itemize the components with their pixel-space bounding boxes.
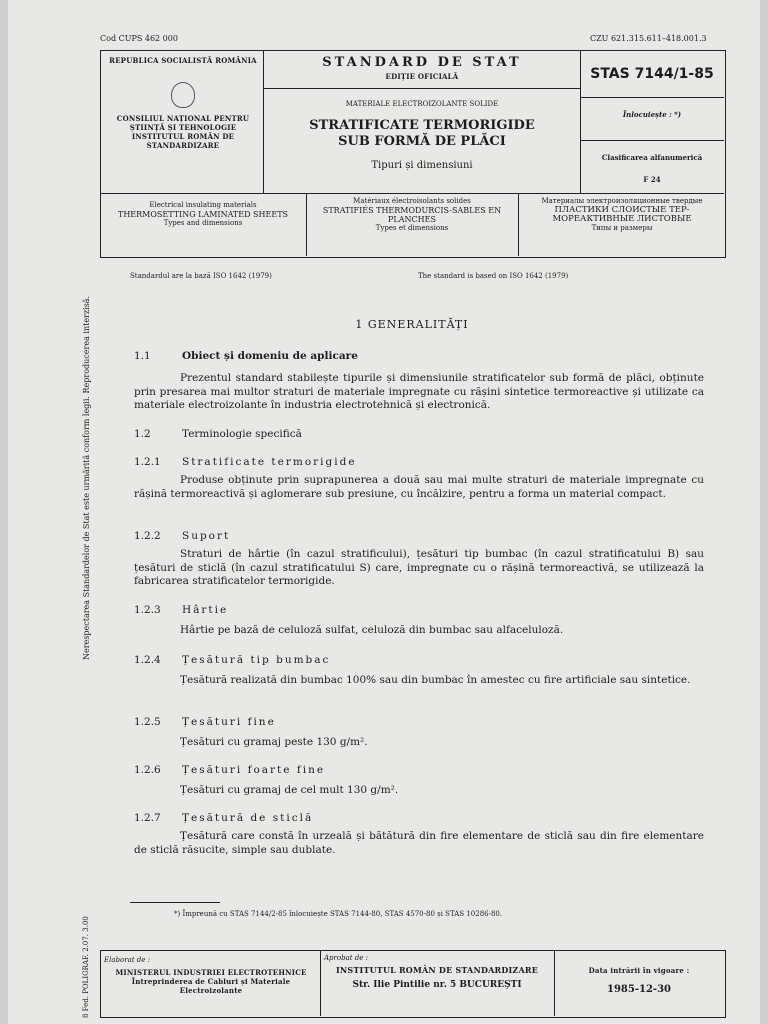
prepared-label: Elaborat de :	[104, 956, 150, 964]
main-title-line-1: STRATIFICATE TERMORIGIDE	[309, 118, 535, 133]
council-name: CONSILIUL NAȚIONAL PENTRU ȘTIINȚĂ ȘI TEHNOLOGIE INSTITUTUL ROMÂN DE STANDARDIZARE	[116, 114, 250, 150]
print-info: 8 Fed. POLIGRAF. 2.07. 3.00	[82, 916, 90, 1018]
s122-number: 1.2.2	[134, 530, 161, 542]
s12-number: 1.2	[134, 428, 151, 440]
s126-number: 1.2.6	[134, 764, 161, 776]
country-name: REPUBLICA SOCIALISTĂ ROMÂNIA	[109, 56, 257, 65]
s125-text: Țesături cu gramaj peste 130 g/m².	[180, 736, 368, 748]
s125-title: Țesături fine	[182, 716, 276, 728]
footnote: *) Împreună cu STAS 7144/2-85 înlocuiește STAS 7144-80, STAS 4570-80 și STAS 10286-80.	[174, 910, 503, 918]
s12-title: Terminologie specifică	[182, 428, 302, 440]
s124-text: Țesătură realizată din bumbac 100% sau din bumbac în amestec cu fire artificiale sau sintetice.	[180, 674, 691, 686]
s127-number: 1.2.7	[134, 812, 161, 824]
stas-number: STAS 7144/1-85	[590, 66, 714, 82]
classification-value: F 24	[643, 175, 661, 184]
s11-number: 1.1	[134, 350, 151, 362]
title-en: Electrical insulating materials THERMOSETTING LAMINATED SHEETS Types and dimensions	[117, 201, 289, 227]
s121-text: Produse obținute prin suprapunerea a două sau mai multe straturi de materiale impregnate cu rășină termoreactivă și aglomerare sub presiune, cu încălzire, pentru a forma un material compact.	[134, 474, 704, 500]
subtitle: Tipuri și dimensiuni	[371, 160, 473, 171]
s123-title: Hârtie	[182, 604, 229, 616]
edition-label: EDIȚIE OFICIALĂ	[385, 72, 459, 81]
validity-date: 1985-12-30	[607, 984, 671, 995]
classification-label: Clasificarea alfanumerică	[601, 153, 703, 162]
title-ru: Материалы электроизоляционные твердые ПЛАСТИКИ СЛОИСТЫЕ ТЕР-МОРЕАКТИВНЫЕ ЛИСТОВЫЕ Типы и размеры	[541, 197, 703, 232]
approved-by: INSTITUTUL ROMÂN DE STANDARDIZARE	[335, 965, 539, 975]
czu-code: CZU 621.315.611–418.001.3	[590, 34, 707, 43]
address: Str. Ilie Pintilie nr. 5 BUCUREȘTI	[352, 980, 522, 990]
s11-text: Prezentul standard stabilește tipurile și dimensiunile stratificatelor sub formă de plăci, obținute prin presarea mai multor straturi de materiale impregnate cu rășini sintetice termoreactive și utilizate ca materiale electroizolante în industria electrotehnică și electronică.	[134, 372, 704, 411]
s125-number: 1.2.5	[134, 716, 161, 728]
category-label: MATERIALE ELECTROIZOLANTE SOLIDE	[345, 100, 499, 108]
s122-text: Straturi de hârtie (în cazul stratificului), țesături tip bumbac (în cazul stratificatului B) sau țesături de sticlă (în cazul stratificatului S) care, impregnate cu o rășină termoreactivă, se utilizează la fabricarea stratificatelor termorigide.	[134, 548, 704, 587]
s124-number: 1.2.4	[134, 654, 161, 666]
prepared-by: MINISTERUL INDUSTRIEI ELECTROTEHNICE Întreprinderea de Cabluri și Materiale Electroizolante	[115, 968, 307, 995]
document-page	[8, 0, 760, 1024]
s121-number: 1.2.1	[134, 456, 161, 468]
cups-code: Cod CUPS 462 000	[100, 34, 178, 43]
s127-title: Țesătură de sticlă	[182, 812, 314, 824]
s123-text: Hârtie pe bază de celuloză sulfat, celuloză din bumbac sau alfaceluloză.	[180, 624, 564, 636]
standard-title: STANDARD DE STAT	[322, 55, 522, 70]
iso-basis-ro: Standardul are la bază ISO 1642 (1979)	[130, 272, 272, 280]
title-fr: Matériaux électroisolants solides STRATIFIÉS THERMODURCIS-SABLES EN PLANCHES Types et dimensions	[322, 197, 502, 232]
s123-number: 1.2.3	[134, 604, 161, 616]
s127-text: Țesătură care constă în urzeală și bătătură din fire elementare de sticlă sau din fire elementare de sticlă răsucite, simple sau dublate.	[134, 830, 704, 856]
s11-title: Obiect și domeniu de aplicare	[182, 350, 358, 362]
s121-title: Stratificate termorigide	[182, 456, 357, 468]
copyright-note: Nerespectarea Standardelor de Stat este urmărită conform legii. Reproducerea interzisă.	[82, 295, 91, 660]
validity-label: Data intrării în vigoare :	[588, 966, 690, 975]
s126-text: Țesături cu gramaj de cel mult 130 g/m².	[180, 784, 399, 796]
coat-of-arms-icon	[171, 82, 195, 108]
approved-label: Aprobat de :	[324, 954, 368, 962]
s126-title: Țesături foarte fine	[182, 764, 326, 776]
replaces-label: Înlocuiește : *)	[622, 110, 682, 119]
s124-title: Țesătură tip bumbac	[182, 654, 331, 666]
iso-basis-en: The standard is based on ISO 1642 (1979)	[418, 272, 569, 280]
s122-title: Suport	[182, 530, 231, 542]
main-title-line-2: SUB FORMĂ DE PLĂCI	[338, 134, 506, 149]
section-title: 1 GENERALITĂȚI	[355, 318, 469, 331]
